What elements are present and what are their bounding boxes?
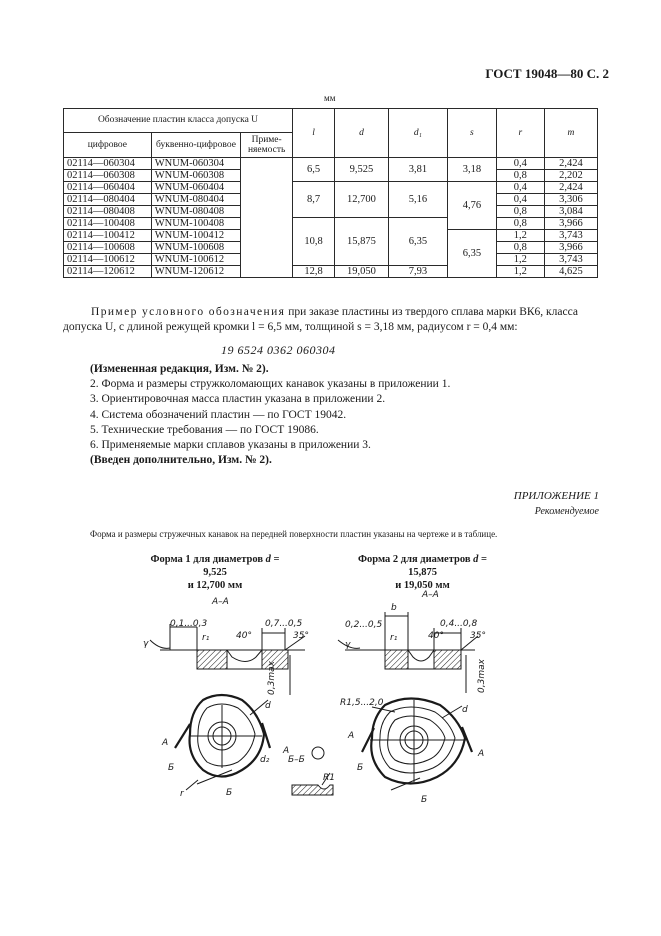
table-units: мм	[324, 93, 336, 103]
form2-dim-1: 0,2...0,5	[345, 620, 383, 630]
example-lead: Пример условного обозначения	[91, 306, 286, 318]
form2-section-label: А–А	[422, 590, 439, 600]
form1-dim-2: 0,7...0,5	[265, 619, 303, 629]
page-header: ГОСТ 19048—80 С. 2	[485, 66, 609, 81]
col-header-applicability: Приме-няемость	[241, 133, 293, 158]
form1-r1: r₁	[202, 633, 210, 643]
form1-hatched-left	[197, 650, 227, 669]
table-row: 02114—080404 WNUM-080404 0,4 3,306	[64, 194, 598, 206]
list-item: (Введен дополнительно, Изм. № 2).	[90, 454, 272, 467]
list-item: 5. Технические требования — по ГОСТ 19086.	[90, 423, 319, 436]
form2-plan-view	[340, 698, 484, 805]
col-header-digital: цифровое	[64, 133, 152, 158]
col-header-d: d	[335, 109, 389, 158]
form1-angle-40: 40°	[236, 631, 252, 641]
table-row: 02114—100608 WNUM-100608 0,8 3,966	[64, 242, 598, 254]
form1-angle-35: 35°	[293, 631, 309, 641]
table-row: 02114—100612 WNUM-100612 1,2 3,743	[64, 254, 598, 266]
example-code: 19 6524 0362 060304	[221, 343, 336, 357]
form2-hatched-left	[385, 650, 408, 669]
form2-insert-outline	[371, 699, 465, 784]
col-header-d1: d₁	[388, 109, 447, 158]
list-item: 3. Ориентировочная масса пластин указана в приложении 2.	[90, 393, 386, 406]
col-header-alphanumeric: буквенно-цифровое	[151, 133, 241, 158]
form1-section-bb-label: Б–Б	[288, 755, 305, 765]
list-item: (Измененная редакция, Изм. № 2).	[90, 363, 269, 375]
list-item: 6. Применяемые марки сплавов указаны в приложении 3.	[90, 439, 371, 452]
form2-hatched-right	[434, 650, 461, 669]
table-row: 02114—100408 WNUM-100408 10,8 15,875 6,35 0,8 3,966	[64, 218, 598, 230]
table-row: 02114—060308 WNUM-060308 0,8 2,202	[64, 170, 598, 182]
form1-arrow-a-right: А	[283, 746, 290, 756]
table-row: 02114—060304 WNUM-060304 6,5 9,525 3,81 3,18 0,4 2,424	[64, 158, 598, 170]
form2-d: d	[462, 705, 468, 715]
form1-groove	[227, 650, 262, 662]
form2-gamma: γ	[345, 640, 351, 650]
table-group-header: Обозначение пластин класса допуска U	[64, 109, 293, 133]
table-row: 02114—080408 WNUM-080408 0,8 3,084	[64, 206, 598, 218]
form1-dim-1: 0,1...0,3	[170, 619, 208, 629]
col-header-r: r	[496, 109, 544, 158]
form2-b: b	[391, 603, 397, 613]
form2-angle-40: 40°	[428, 631, 444, 641]
form1-d: d	[265, 701, 271, 711]
form2-r15: R1,5...2,0	[340, 698, 384, 708]
form2-arrow-b-left: Б	[357, 763, 364, 773]
list-item: 4. Система обозначений пластин — по ГОСТ 19042.	[90, 408, 347, 421]
form1-d2: d₂	[260, 755, 270, 765]
form1-r1-label: R1	[323, 773, 335, 783]
list-item: 2. Форма и размеры стружколомающих канавок указаны в приложении 1.	[90, 378, 451, 391]
form2-dim-2: 0,4...0,8	[440, 619, 478, 629]
form1-arrow-b-left: Б	[168, 763, 175, 773]
table-row: 02114—120612 WNUM-120612 12,8 19,050 7,93 1,2 4,625	[64, 266, 598, 278]
col-header-l: l	[293, 109, 335, 158]
example-text: при заказе пластины из твердого сплава марки ВК6, класса допуска U, с длиной режущей кромки l = 6,5 мм, толщиной s = 3,18 мм, радиусом r = 0,4 мм:	[63, 306, 578, 333]
form1-arrow-b-right: Б	[226, 788, 233, 798]
form2-arrow-b-right: Б	[421, 795, 428, 805]
form1-gamma: γ	[143, 639, 149, 649]
col-header-m: m	[544, 109, 597, 158]
table-row: 02114—060404 WNUM-060404 8,7 12,700 5,16 4,76 0,4 2,424	[64, 182, 598, 194]
form1-section-bb	[288, 747, 335, 795]
form1-section-aa	[143, 597, 309, 695]
form1-r: r	[180, 789, 184, 799]
form2-depth: 0,3max	[477, 659, 487, 693]
form1-title: Форма 1 для диаметров d = 9,525 и 12,700 мм	[150, 554, 280, 591]
form1-section-label: А–А	[212, 597, 229, 607]
form2-title: Форма 2 для диаметров d = 15,875 и 19,050 мм	[358, 554, 487, 591]
appendix-title: ПРИЛОЖЕНИЕ 1	[513, 490, 599, 502]
form1-arrow-a-left: А	[162, 738, 169, 748]
form2-angle-35: 35°	[470, 631, 486, 641]
form1-depth: 0,3max	[267, 661, 277, 695]
table-row: 02114—100412 WNUM-100412 6,35 1,2 3,743	[64, 230, 598, 242]
form2-arrow-a-left: А	[348, 731, 355, 741]
appendix-status: Рекомендуемое	[534, 506, 599, 517]
form2-section-aa	[338, 590, 487, 693]
form1-plan-view	[161, 695, 289, 799]
form2-arrow-a-right: А	[478, 749, 485, 759]
form2-r1: r₁	[390, 633, 398, 643]
col-header-s: s	[447, 109, 496, 158]
appendix-note-text: Форма и размеры стружечных канавок на передней поверхности пластин указаны на чертеже и в таблице.	[90, 529, 498, 539]
